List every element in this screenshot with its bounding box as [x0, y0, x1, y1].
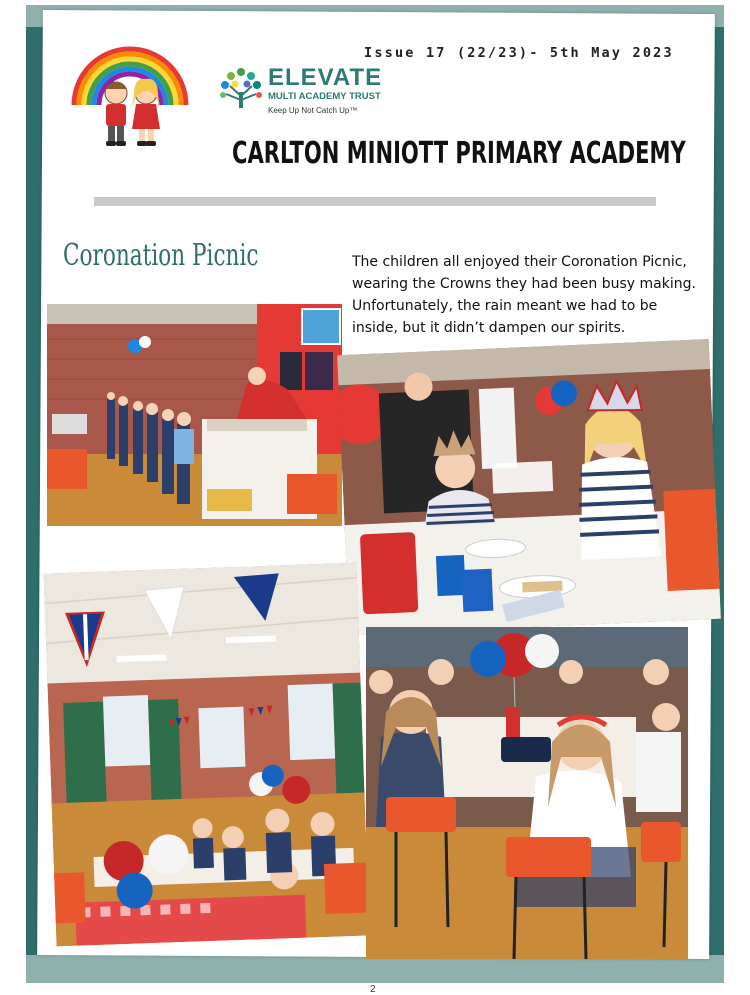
trust-subtitle: MULTI ACADEMY TRUST	[268, 91, 381, 102]
article-heading: Coronation Picnic	[63, 238, 259, 273]
photo-girls-with-crowns	[337, 339, 721, 635]
school-logo	[68, 45, 193, 155]
trust-tagline: Keep Up Not Catch Up™	[268, 106, 358, 115]
school-name: CARLTON MINIOTT PRIMARY ACADEMY	[232, 136, 686, 171]
trust-logo	[218, 64, 408, 124]
photo-buffet-queue	[47, 304, 342, 526]
issue-line: Issue 17 (22/23)- 5th May 2023	[364, 45, 674, 61]
header-divider	[94, 197, 656, 206]
article-body: The children all enjoyed their Coronation Picnic, wearing the Crowns they had been busy making. Unfortunately, the rain meant we had to be inside, but it didn’t dampen our spirits.	[352, 254, 696, 336]
tree-icon	[218, 66, 264, 112]
page-frame-bottom-band	[26, 955, 724, 983]
trust-name: ELEVATE	[268, 64, 383, 91]
photo-hall-with-bunting	[44, 563, 370, 947]
page-number: 2	[370, 984, 376, 995]
photo-children-at-table	[366, 627, 688, 959]
